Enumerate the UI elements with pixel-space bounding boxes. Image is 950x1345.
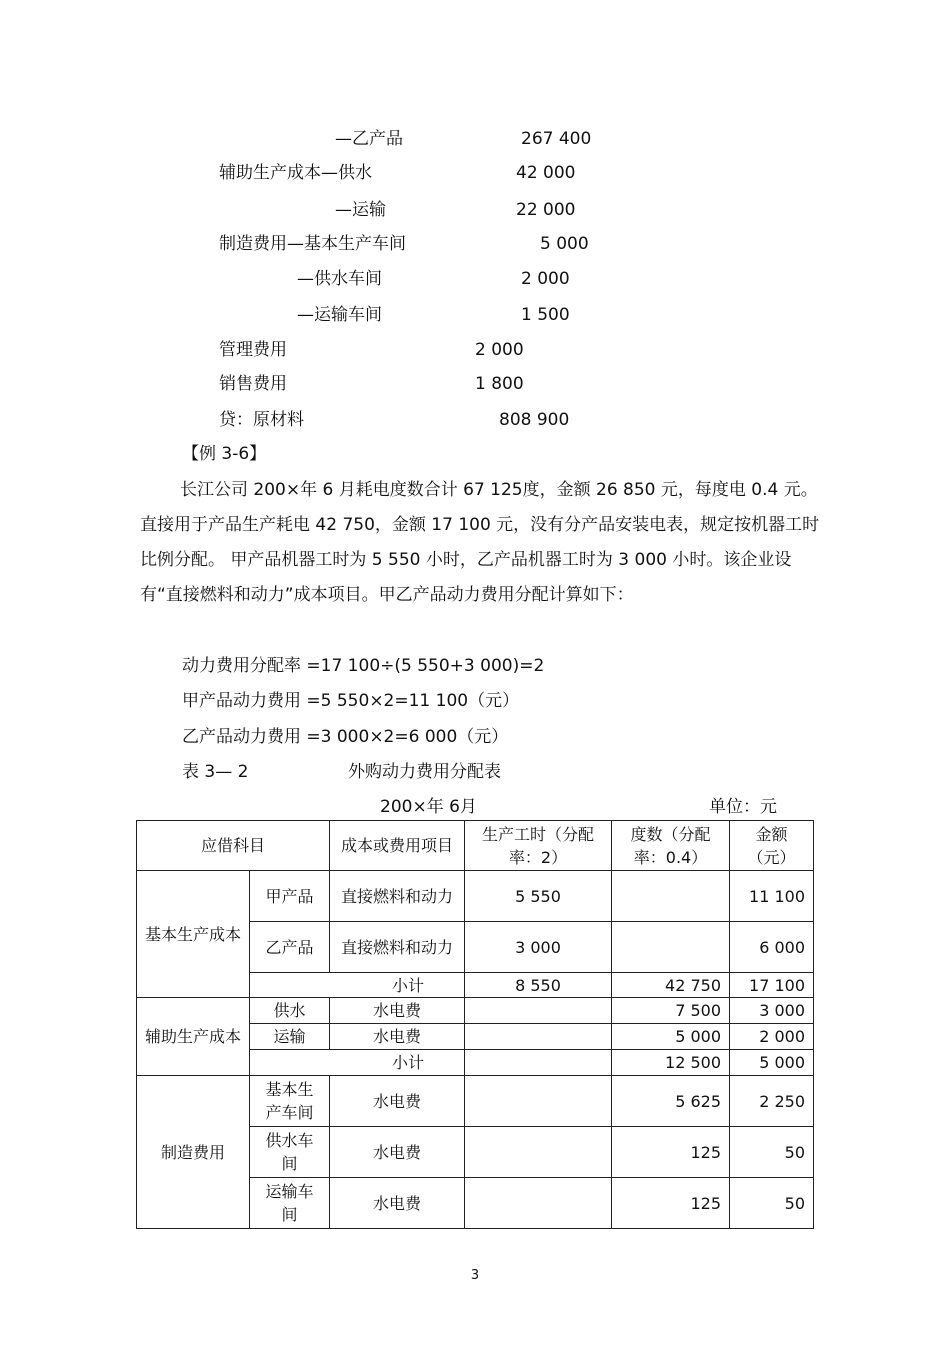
table-number: 表 3— 2 [182, 762, 249, 782]
entry-amount: 2 000 [475, 340, 524, 360]
formula-line: 乙产品动力费用 =3 000×2=6 000（元） [182, 727, 509, 747]
entry-amount: 22 000 [516, 200, 576, 220]
table-header-row [137, 821, 814, 871]
kwh-cell: 125 [612, 1178, 730, 1229]
entry-amount: 5 000 [540, 234, 589, 254]
sub-account: 供水车间 [250, 1127, 330, 1178]
sub-account: 乙产品 [250, 922, 330, 973]
formula-line: 动力费用分配率 =17 100÷(5 550+3 000)=2 [182, 656, 545, 676]
cost-item: 直接燃料和动力 [330, 922, 465, 973]
group-name: 辅助生产成本 [137, 998, 250, 1076]
subtotal-label: 小计 [250, 973, 465, 998]
kwh-cell [612, 922, 730, 973]
sub-account: 基本生产车间 [250, 1076, 330, 1127]
entry-label: —运输车间 [297, 305, 382, 325]
kwh-cell: 42 750 [612, 973, 730, 998]
cost-item: 水电费 [330, 1178, 465, 1229]
header-hours: 生产工时（分配率：2） [465, 821, 612, 871]
entry-amount: 808 900 [499, 410, 570, 430]
hours-cell [465, 1050, 612, 1076]
cost-item: 水电费 [330, 1076, 465, 1127]
kwh-cell: 5 000 [612, 1024, 730, 1050]
amount-cell: 5 000 [730, 1050, 814, 1076]
header-account: 应借科目 [137, 821, 330, 871]
sub-account: 甲产品 [250, 871, 330, 922]
amount-cell: 3 000 [730, 998, 814, 1024]
header-amount: 金额（元） [730, 821, 814, 871]
sub-account: 运输车间 [250, 1178, 330, 1229]
formula-line: 甲产品动力费用 =5 550×2=11 100（元） [182, 691, 520, 711]
entry-amount: 2 000 [521, 269, 570, 289]
cost-item: 水电费 [330, 998, 465, 1024]
cost-item: 直接燃料和动力 [330, 871, 465, 922]
hours-cell [465, 1024, 612, 1050]
kwh-cell: 12 500 [612, 1050, 730, 1076]
entry-label: 销售费用 [219, 374, 287, 394]
table-date: 200×年 6月 [380, 797, 477, 817]
header-kwh: 度数（分配率：0.4） [612, 821, 730, 871]
cost-item: 水电费 [330, 1127, 465, 1178]
table-row [137, 1076, 814, 1127]
amount-cell: 6 000 [730, 922, 814, 973]
hours-cell [465, 1127, 612, 1178]
kwh-cell: 5 625 [612, 1076, 730, 1127]
hours-cell [465, 1076, 612, 1127]
table-row [137, 871, 814, 922]
kwh-cell: 7 500 [612, 998, 730, 1024]
table-unit: 单位：元 [709, 797, 777, 817]
amount-cell: 11 100 [730, 871, 814, 922]
entry-label: —供水车间 [297, 269, 382, 289]
table-title: 外购动力费用分配表 [348, 762, 501, 782]
group-name: 制造费用 [137, 1076, 250, 1229]
entry-label: 制造费用—基本生产车间 [219, 234, 406, 254]
kwh-cell: 125 [612, 1127, 730, 1178]
entry-amount: 1 800 [475, 374, 524, 394]
kwh-cell [612, 871, 730, 922]
hours-cell [465, 998, 612, 1024]
entry-amount: 1 500 [521, 305, 570, 325]
entry-label: —运输 [335, 200, 386, 220]
cost-item: 水电费 [330, 1024, 465, 1050]
hours-cell: 3 000 [465, 922, 612, 973]
entry-label: 管理费用 [219, 340, 287, 360]
amount-cell: 17 100 [730, 973, 814, 998]
page-number: 3 [470, 1268, 480, 1283]
amount-cell: 50 [730, 1178, 814, 1229]
table-row [137, 998, 814, 1024]
example-title: 【例 3-6】 [182, 444, 267, 464]
entry-label: —乙产品 [335, 129, 403, 149]
sub-account: 供水 [250, 998, 330, 1024]
subtotal-label: 小计 [250, 1050, 465, 1076]
sub-account: 运输 [250, 1024, 330, 1050]
entry-label: 辅助生产成本—供水 [219, 163, 372, 183]
header-cost-item: 成本或费用项目 [330, 821, 465, 871]
allocation-table [136, 820, 814, 1229]
group-name: 基本生产成本 [137, 871, 250, 998]
hours-cell [465, 1178, 612, 1229]
entry-amount: 267 400 [521, 129, 592, 149]
amount-cell: 2 000 [730, 1024, 814, 1050]
hours-cell: 8 550 [465, 973, 612, 998]
paragraph-text: 长江公司 200×年 6 月耗电度数合计 67 125度，金额 26 850 元，每度电 0.4 元。直接用于产品生产耗电 42 750，金额 17 100 元，没有分产品安装电表，规定按机器工时比例分配。 甲产品机器工时为 5 550 小时，乙产品机器工时为 3 000 小时。该企业设有“直接燃料和动力”成本项目。甲乙产品动力费用分配计算如下： [140, 480, 820, 605]
example-paragraph [140, 473, 830, 613]
amount-cell: 2 250 [730, 1076, 814, 1127]
amount-cell: 50 [730, 1127, 814, 1178]
entry-amount: 42 000 [516, 163, 576, 183]
hours-cell: 5 550 [465, 871, 612, 922]
entry-label: 贷：原材料 [219, 410, 304, 430]
